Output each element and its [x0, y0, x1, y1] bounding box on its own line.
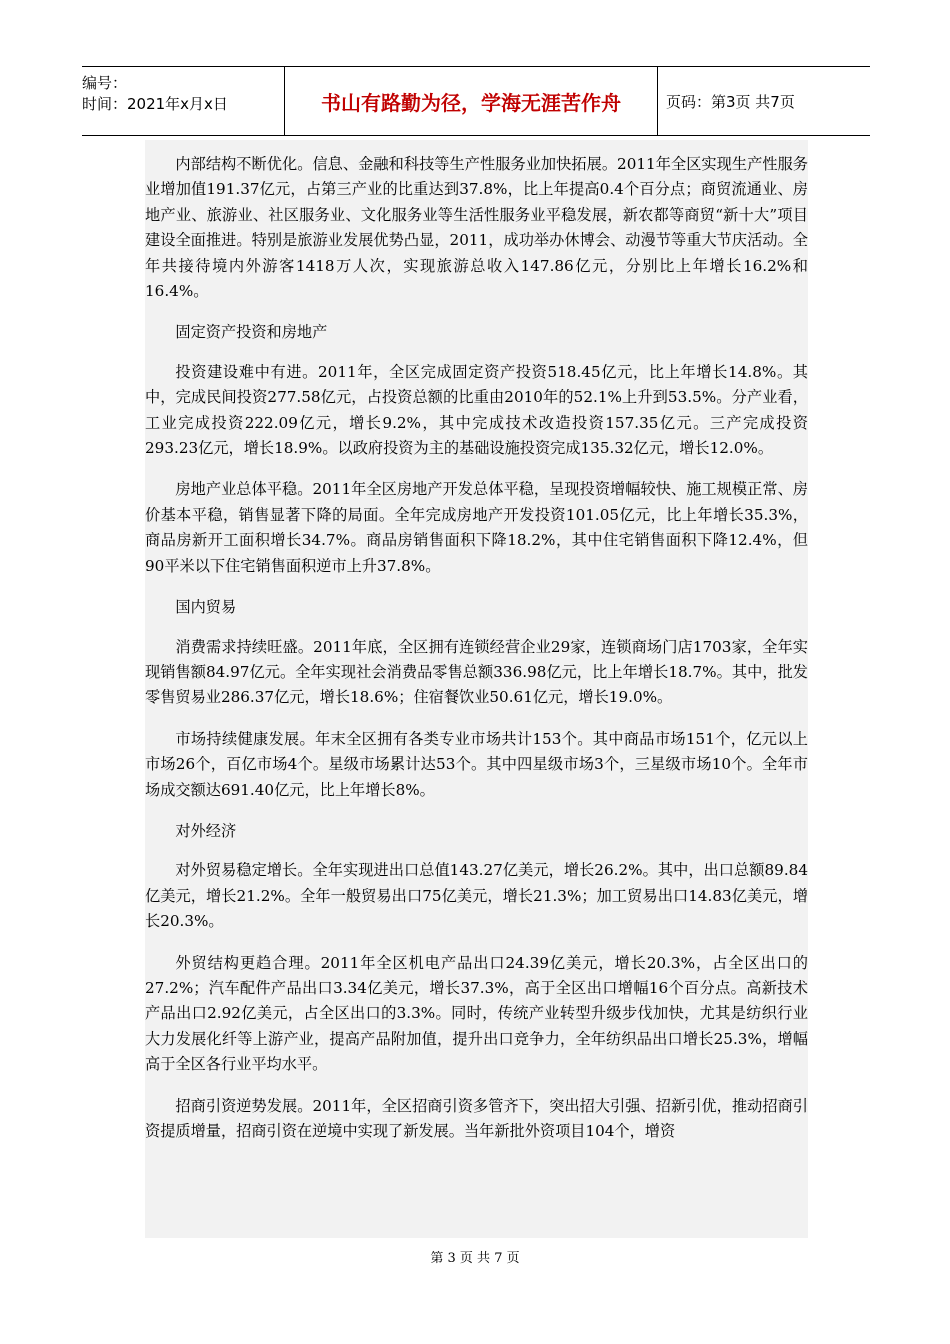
paragraph: 市场持续健康发展。年末全区拥有各类专业市场共计153个。其中商品市场151个，亿元以上市场26个，百亿市场4个。星级市场累计达53个。其中四星级市场3个，三星级市场10个。全年市场成交额达691.40亿元，比上年增长8%。 — [145, 729, 808, 799]
paragraph: 对外贸易稳定增长。全年实现进出口总值143.27亿美元，增长26.2%。其中，出口总额89.84亿美元，增长21.2%。全年一般贸易出口75亿美元，增长21.3%；加工贸易出口14.83亿美元，增长20.3%。 — [145, 861, 808, 931]
page-footer: 第 3 页 共 7 页 — [430, 1251, 520, 1266]
date-label: 时间：2021年x月x日 — [82, 95, 228, 113]
section-heading: 国内贸易 — [175, 598, 237, 617]
paragraph: 招商引资逆势发展。2011年，全区招商引资多管齐下，突出招大引强、招新引优，推动招商引资提质增量，招商引资在逆境中实现了新发展。当年新批外资项目104个，增资 — [145, 1096, 808, 1140]
section-heading: 对外经济 — [175, 821, 237, 840]
doc-number-label: 编号： — [82, 74, 128, 92]
paragraph: 内部结构不断优化。信息、金融和科技等生产性服务业加快拓展。2011年全区实现生产性服务业增加值191.37亿元，占第三产业的比重达到37.8%，比上年提高0.4个百分点；商贸流通业、房地产业、旅游业、社区服务业、文化服务业等生活性服务业平稳发展，新农都等商贸“新十大”项目建设全面推进。特别是旅游业发展优势凸显，2011，成功举办休博会、动漫节等重大节庆活动。全年共接待境内外游客1418万人次，实现旅游总收入147.86亿元，分别比上年增长16.2%和16.4%。 — [145, 155, 808, 301]
page-header — [82, 66, 870, 136]
paragraph: 消费需求持续旺盛。2011年底，全区拥有连锁经营企业29家，连锁商场门店1703家，全年实现销售额84.97亿元。全年实现社会消费品零售总额336.98亿元，比上年增长18.7%。其中，批发零售贸易业286.37亿元，增长18.6%；住宿餐饮业50.61亿元，增长19.0%。 — [145, 637, 808, 707]
header-motto: 书山有路勤为径，学海无涯苦作舟 — [284, 67, 658, 135]
section-heading: 固定资产投资和房地产 — [175, 323, 328, 342]
paragraph: 房地产业总体平稳。2011年全区房地产开发总体平稳，呈现投资增幅较快、施工规模正常、房价基本平稳，销售显著下降的局面。全年完成房地产开发投资101.05亿元，比上年增长35.3%，商品房新开工面积增长34.7%。商品房销售面积下降18.2%，其中住宅销售面积下降12.4%，但90平米以下住宅销售面积逆市上升37.8%。 — [145, 480, 808, 575]
paragraph: 投资建设难中有进。2011年，全区完成固定资产投资518.45亿元，比上年增长14.8%。其中，完成民间投资277.58亿元，占投资总额的比重由2010年的52.1%上升到53.5%。分产业看，工业完成投资222.09亿元，增长9.2%，其中完成技术改造投资157.35亿元。三产完成投资293.23亿元，增长18.9%。以政府投资为主的基础设施投资完成135.32亿元，增长12.0%。 — [145, 362, 808, 458]
document-body — [145, 152, 808, 1160]
header-page-number: 页码：第3页 共7页 — [666, 92, 795, 111]
paragraph: 外贸结构更趋合理。2011年全区机电产品出口24.39亿美元，增长20.3%，占全区出口的27.2%；汽车配件产品出口3.34亿美元，增长37.3%，高于全区出口增幅16个百分点。高新技术产品出口2.92亿美元，占全区出口的3.3%。同时，传统产业转型升级步伐加快，尤其是纺织行业大力发展化纤等上游产业，提高产品附加值，提升出口竞争力，全年纺织品出口增长25.3%，增幅高于全区各行业平均水平。 — [145, 953, 808, 1074]
header-meta — [82, 67, 284, 135]
